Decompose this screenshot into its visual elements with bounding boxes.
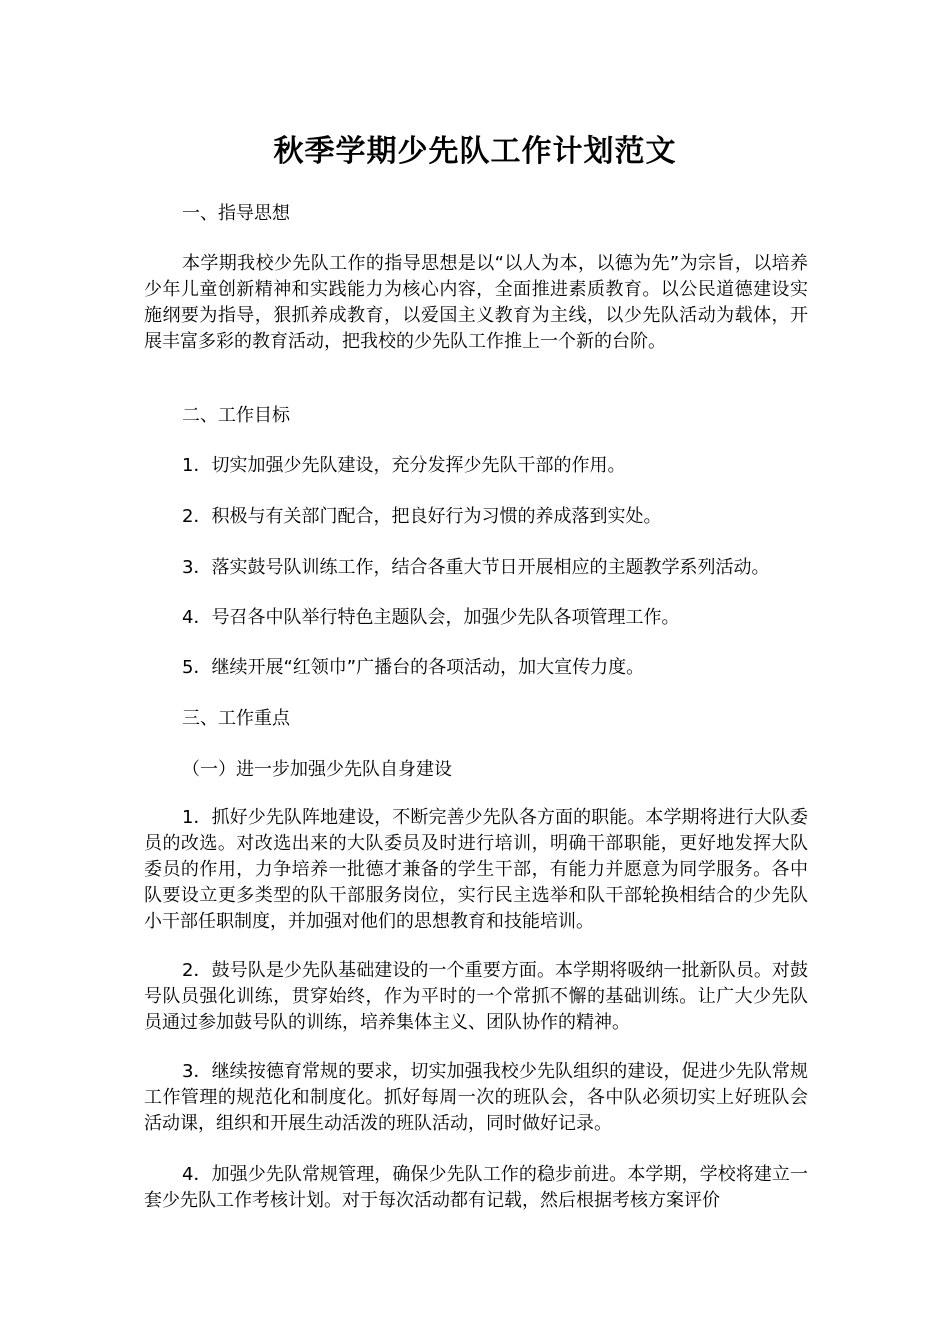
document-title: 秋季学期少先队工作计划范文 <box>273 134 677 169</box>
focus-point-1: 1．抓好少先队阵地建设，不断完善少先队各方面的职能。本学期将进行大队委员的改选。对改选出来的大队委员及时进行培训，明确干部职能，更好地发挥大队委员的作用，力争培养一批德才兼备的学生干部，有能力并愿意为同学服务。各中队要设立更多类型的队干部服务岗位，实行民主选举和队干部轮换相结合的少先队小干部任职制度，并加强对他们的思想教育和技能培训。 <box>144 807 808 932</box>
goal-item-4: 4．号召各中队举行特色主题队会，加强少先队各项管理工作。 <box>182 607 680 628</box>
subsection-heading-self-building: （一）进一步加强少先队自身建设 <box>182 759 452 780</box>
guiding-thought-paragraph: 本学期我校少先队工作的指导思想是以“以人为本，以德为先”为宗旨，以培养少年儿童创新精神和实践能力为核心内容，全面推进素质教育。以公民道德建设实施纲要为指导，狠抓养成教育，以爱国主义教育为主线，以少先队活动为载体，开展丰富多彩的教育活动，把我校的少先队工作推上一个新的台阶。 <box>144 253 808 352</box>
goal-item-3: 3．落实鼓号队训练工作，结合各重大节日开展相应的主题教学系列活动。 <box>182 557 770 578</box>
section-heading-work-goals: 二、工作目标 <box>182 405 290 426</box>
focus-point-2: 2．鼓号队是少先队基础建设的一个重要方面。本学期将吸纳一批新队员。对鼓号队员强化训练，贯穿始终，作为平时的一个常抓不懈的基础训练。让广大少先队员通过参加鼓号队的训练，培养集体主义、团队协作的精神。 <box>144 960 808 1033</box>
section-heading-work-focus: 三、工作重点 <box>182 708 290 729</box>
focus-point-3: 3．继续按德育常规的要求，切实加强我校少先队组织的建设，促进少先队常规工作管理的规范化和制度化。抓好每周一次的班队会，各中队必须切实上好班队会活动课，组织和开展生动活泼的班队活动，同时做好记录。 <box>144 1061 808 1134</box>
goal-item-2: 2．积极与有关部门配合，把良好行为习惯的养成落到实处。 <box>182 506 662 527</box>
focus-point-4: 4．加强少先队常规管理，确保少先队工作的稳步前进。本学期，学校将建立一套少先队工作考核计划。对于每次活动都有记载，然后根据考核方案评价 <box>144 1164 808 1211</box>
goal-item-5: 5．继续开展“红领巾”广播台的各项活动，加大宣传力度。 <box>182 657 645 678</box>
section-heading-guiding-thought: 一、指导思想 <box>182 203 290 224</box>
goal-item-1: 1．切实加强少先队建设，充分发挥少先队干部的作用。 <box>182 455 626 476</box>
